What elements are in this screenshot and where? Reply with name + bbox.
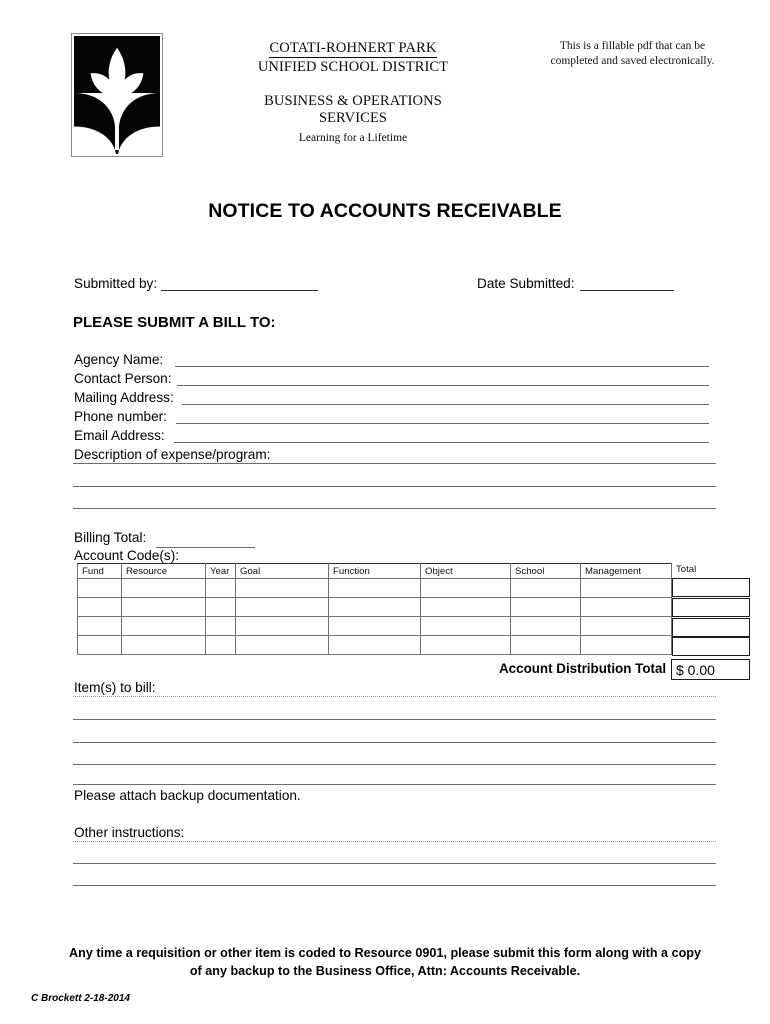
column-header-fund: Fund [78,564,122,579]
cell-function[interactable] [329,598,421,617]
column-header-object: Object [421,564,511,579]
cell-object[interactable] [421,579,511,598]
plant-sprout-logo-icon [74,36,160,154]
cell-resource[interactable] [122,636,206,655]
footer-note [0,944,770,980]
cell-function[interactable] [329,636,421,655]
total-input-row-2[interactable] [672,598,750,617]
cell-function[interactable] [329,579,421,598]
description-label: Description of expense/program: [74,447,271,462]
agency-name-label: Agency Name: [74,352,164,367]
cell-function[interactable] [329,617,421,636]
description-rule-1 [73,463,716,464]
column-header-year: Year [206,564,236,579]
cell-resource[interactable] [122,617,206,636]
date-submitted-rule [580,290,674,291]
cell-goal[interactable] [236,579,329,598]
cell-object[interactable] [421,598,511,617]
fillable-pdf-note: This is a fillable pdf that can be completed and saved electronically. [550,40,715,67]
page-title: NOTICE TO ACCOUNTS RECEIVABLE [208,200,562,222]
items-rule-2 [73,719,716,720]
total-input-row-3[interactable] [672,618,750,637]
billing-total-label: Billing Total: [74,530,147,545]
cell-goal[interactable] [236,598,329,617]
column-header-resource: Resource [122,564,206,579]
cell-resource[interactable] [122,598,206,617]
other-instructions-label: Other instructions: [74,825,185,840]
description-rule-2 [73,486,716,487]
items-to-bill-input[interactable] [74,700,714,716]
description-input[interactable] [74,466,714,482]
district-name: COTATI-ROHNERT PARK [269,40,437,56]
contact-person-label: Contact Person: [74,371,172,386]
items-to-bill-label: Item(s) to bill: [74,680,156,695]
cell-fund[interactable] [78,579,122,598]
column-header-function: Function [329,564,421,579]
cell-fund[interactable] [78,636,122,655]
district-logo [71,33,163,157]
other-instructions-input[interactable] [74,845,714,861]
column-header-total: Total [676,564,697,575]
cell-school[interactable] [511,636,581,655]
cell-year[interactable] [206,636,236,655]
items-rule-1 [73,696,716,697]
table-row [78,636,672,655]
footer-note-line-1: Any time a requisition or other item is coded to Resource 0901, please submit this form along with a copy [69,946,701,960]
cell-management[interactable] [581,598,672,617]
account-codes-label: Account Code(s): [74,548,180,563]
agency-name-rule [175,366,709,367]
phone-number-rule [176,423,709,424]
cell-management[interactable] [581,579,672,598]
table-header-row [78,564,672,579]
cell-fund[interactable] [78,598,122,617]
email-address-rule [174,442,709,443]
cell-object[interactable] [421,636,511,655]
footer-note-line-2: of any backup to the Business Office, Attn: Accounts Receivable. [189,964,581,978]
other-rule-2 [73,863,716,864]
table-row [78,617,672,636]
cell-goal[interactable] [236,636,329,655]
phone-number-label: Phone number: [74,409,167,424]
total-input-row-4[interactable] [672,637,750,656]
district-tagline: Learning for a Lifetime [298,132,408,144]
submitted-by-rule [161,290,318,291]
bill-to-heading: PLEASE SUBMIT A BILL TO: [73,314,276,331]
cell-year[interactable] [206,598,236,617]
cell-resource[interactable] [122,579,206,598]
plant-sprout-svg [74,36,160,154]
document-signature: C Brockett 2-18-2014 [31,993,130,1004]
submitted-by-label: Submitted by: [74,276,158,291]
department-line-1: BUSINESS & OPERATIONS [264,93,442,109]
date-submitted-label: Date Submitted: [477,276,575,291]
district-type: UNIFIED SCHOOL DISTRICT [257,59,449,75]
items-rule-4 [73,764,716,765]
other-rule-3 [73,885,716,886]
cell-fund[interactable] [78,617,122,636]
account-distribution-total-label: Account Distribution Total [499,661,667,676]
cell-management[interactable] [581,636,672,655]
other-rule-1 [73,841,716,842]
department-line-2: SERVICES [318,110,388,126]
cell-school[interactable] [511,598,581,617]
cell-school[interactable] [511,617,581,636]
attach-backup-note: Please attach backup documentation. [74,788,301,803]
cell-goal[interactable] [236,617,329,636]
total-input-row-1[interactable] [672,578,750,597]
cell-school[interactable] [511,579,581,598]
mailing-address-label: Mailing Address: [74,390,174,405]
items-rule-5 [73,784,716,785]
column-header-management: Management [581,564,672,579]
column-header-goal: Goal [236,564,329,579]
cell-management[interactable] [581,617,672,636]
items-rule-3 [73,742,716,743]
cell-year[interactable] [206,579,236,598]
email-address-label: Email Address: [74,428,165,443]
account-code-table [77,563,672,655]
table-row [78,579,672,598]
account-distribution-total-value: $ 0.00 [671,659,750,680]
letterhead-text [175,39,531,146]
description-rule-3 [73,508,716,509]
table-row [78,598,672,617]
contact-person-rule [177,385,709,386]
column-header-school: School [511,564,581,579]
cell-year[interactable] [206,617,236,636]
cell-object[interactable] [421,617,511,636]
mailing-address-rule [182,404,709,405]
